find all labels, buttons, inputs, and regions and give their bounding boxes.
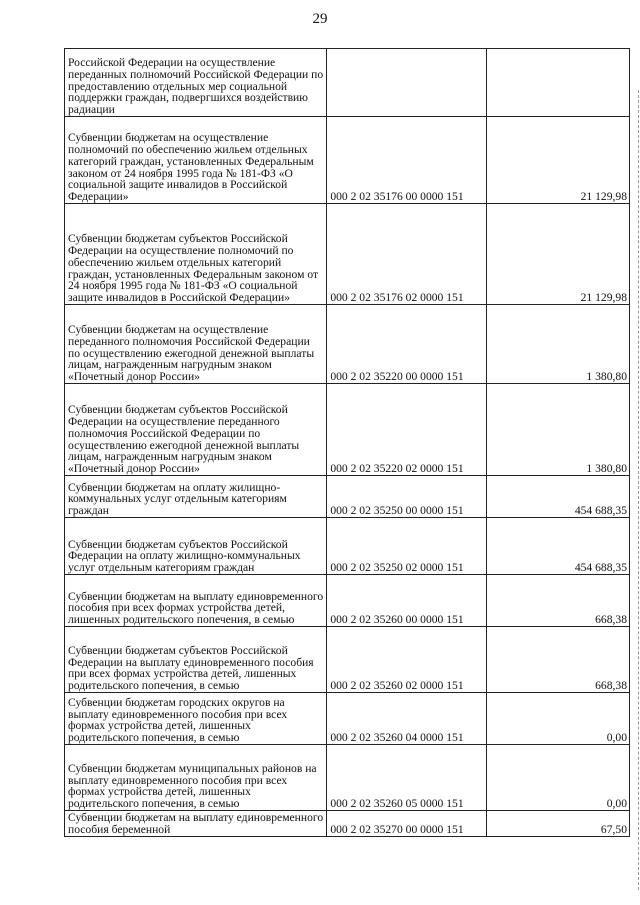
row-code bbox=[327, 49, 486, 117]
row-description: Субвенции бюджетам субъектов Российской Федерации на оплату жилищно-коммунальных услуг отдельным категориям граждан bbox=[65, 518, 327, 575]
row-description: Субвенции бюджетам на выплату единовременного пособия беременной bbox=[65, 811, 327, 837]
row-description: Субвенции бюджетам на выплату единовременного пособия при всех формах устройства детей, лишенных родительского попечения, в семью bbox=[65, 575, 327, 627]
row-description: Субвенции бюджетам субъектов Российской Федерации на осуществление полномочий по обеспечению жильем отдельных категорий граждан, установленных Федеральным законом от 24 ноября 1995 года № 181-ФЗ «О социальной защите инвалидов в Российской Федерации» bbox=[65, 204, 327, 305]
row-description: Субвенции бюджетам на оплату жилищно-коммунальных услуг отдельным категориям граждан bbox=[65, 476, 327, 518]
row-description: Субвенции бюджетам субъектов Российской Федерации на осуществление переданного полномочия Российской Федерации по осуществлению ежегодной денежной выплаты лицам, награжденным нагрудным знаком «Почетный донор России» bbox=[65, 384, 327, 476]
row-amount: 1 380,80 bbox=[486, 305, 629, 384]
table-row bbox=[65, 518, 630, 575]
page-number: 29 bbox=[312, 11, 328, 27]
row-code: 000 2 02 35260 00 0000 151 bbox=[327, 575, 486, 627]
row-amount: 0,00 bbox=[486, 693, 629, 745]
table-row bbox=[65, 476, 630, 518]
row-description: Субвенции бюджетам на осуществление переданного полномочия Российской Федерации по осуществлению ежегодной денежной выплаты лицам, награжденным нагрудным знаком «Почетный донор России» bbox=[65, 305, 327, 384]
row-amount: 67,50 bbox=[486, 811, 629, 837]
budget-table-body bbox=[65, 49, 630, 837]
table-row bbox=[65, 117, 630, 204]
row-code: 000 2 02 35260 05 0000 151 bbox=[327, 745, 486, 811]
table-row bbox=[65, 384, 630, 476]
table-row bbox=[65, 811, 630, 837]
budget-table bbox=[64, 48, 630, 837]
row-description: Субвенции бюджетам на осуществление полномочий по обеспечению жильем отдельных категорий граждан, установленных Федеральным законом от 24 ноября 1995 года № 181-ФЗ «О социальной защите инвалидов в Российской Федерации» bbox=[65, 117, 327, 204]
row-description: Субвенции бюджетам субъектов Российской Федерации на выплату единовременного пособия при всех формах устройства детей, лишенных родительского попечения, в семью bbox=[65, 627, 327, 693]
row-amount: 454 688,35 bbox=[486, 476, 629, 518]
table-row bbox=[65, 204, 630, 305]
row-code: 000 2 02 35260 04 0000 151 bbox=[327, 693, 486, 745]
row-amount: 21 129,98 bbox=[486, 117, 629, 204]
row-description: Субвенции бюджетам муниципальных районов на выплату единовременного пособия при всех формах устройства детей, лишенных родительского попечения, в семью bbox=[65, 745, 327, 811]
table-row bbox=[65, 745, 630, 811]
row-code: 000 2 02 35176 00 0000 151 bbox=[327, 117, 486, 204]
row-code: 000 2 02 35250 00 0000 151 bbox=[327, 476, 486, 518]
table-row bbox=[65, 305, 630, 384]
row-description: Российской Федерации на осуществление переданных полномочий Российской Федерации по предоставлению отдельных мер социальной поддержки граждан, подвергшихся воздействию радиации bbox=[65, 49, 327, 117]
row-code: 000 2 02 35220 00 0000 151 bbox=[327, 305, 486, 384]
row-code: 000 2 02 35220 02 0000 151 bbox=[327, 384, 486, 476]
table-row bbox=[65, 693, 630, 745]
row-code: 000 2 02 35260 02 0000 151 bbox=[327, 627, 486, 693]
row-amount: 21 129,98 bbox=[486, 204, 629, 305]
row-amount: 454 688,35 bbox=[486, 518, 629, 575]
row-amount: 0,00 bbox=[486, 745, 629, 811]
row-amount: 1 380,80 bbox=[486, 384, 629, 476]
table-row bbox=[65, 575, 630, 627]
table-row bbox=[65, 627, 630, 693]
row-description: Субвенции бюджетам городских округов на выплату единовременного пособия при всех формах устройства детей, лишенных родительского попечения, в семью bbox=[65, 693, 327, 745]
row-code: 000 2 02 35250 02 0000 151 bbox=[327, 518, 486, 575]
row-amount: 668,38 bbox=[486, 575, 629, 627]
scan-edge-line bbox=[636, 90, 639, 890]
row-code: 000 2 02 35176 02 0000 151 bbox=[327, 204, 486, 305]
table-row bbox=[65, 49, 630, 117]
row-amount bbox=[486, 49, 629, 117]
row-code: 000 2 02 35270 00 0000 151 bbox=[327, 811, 486, 837]
row-amount: 668,38 bbox=[486, 627, 629, 693]
